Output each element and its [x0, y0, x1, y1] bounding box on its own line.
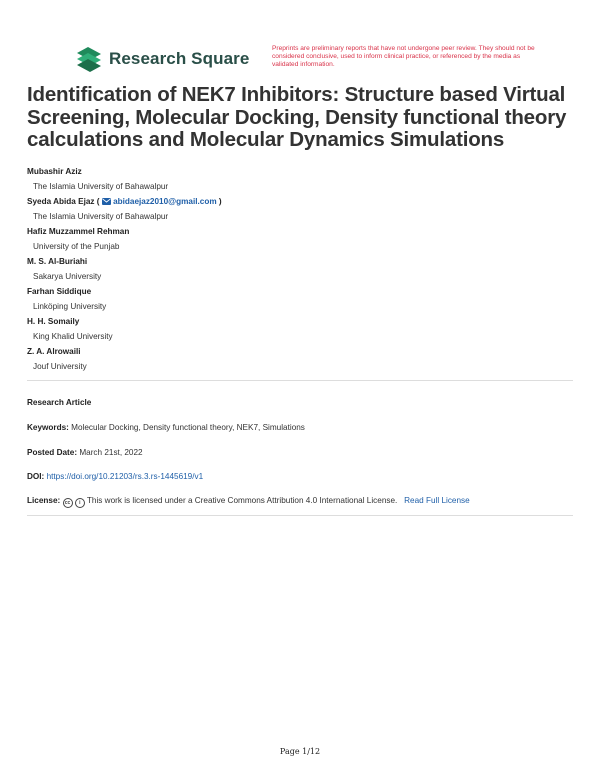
doi-line	[27, 472, 203, 481]
preprint-notice: Preprints are preliminary reports that have not undergone peer review. They should not be considered conclusive, used to inform clinical practice, or referenced by the media as validated information.	[272, 45, 535, 69]
creative-commons-icon: cc	[63, 498, 73, 508]
mail-icon	[102, 198, 111, 205]
author-affiliation: The Islamia University of Bahawalpur	[33, 212, 169, 221]
read-full-license-link[interactable]: Read Full License	[404, 496, 470, 505]
keywords-line	[27, 423, 305, 432]
page-number: Page 1/12	[279, 747, 321, 756]
author-email-link[interactable]: abidaejaz2010@gmail.com	[102, 197, 219, 206]
research-square-logo[interactable]	[76, 46, 249, 72]
posted-date-label: Posted Date:	[27, 448, 78, 457]
author-affiliation: King Khalid University	[33, 332, 113, 341]
paper-title: Identification of NEK7 Inhibitors: Structure based Virtual Screening, Molecular Docking, Density functional theory calculations and Molecular Dynamics Simulations	[27, 83, 567, 151]
keywords-label: Keywords:	[27, 423, 69, 432]
license-line	[27, 496, 470, 508]
doi-label: DOI:	[27, 472, 45, 481]
author-name: Mubashir Aziz	[27, 167, 82, 176]
author-name: H. H. Somaily	[27, 317, 80, 326]
author-name: Z. A. Alrowaili	[27, 347, 81, 356]
author-affiliation: Linköping University	[33, 302, 107, 311]
author-name: M. S. Al-Buriahi	[27, 257, 88, 266]
keywords-value: Molecular Docking, Density functional theory, NEK7, Simulations	[71, 423, 305, 432]
author-affiliation: Sakarya University	[33, 272, 102, 281]
author-name: Hafiz Muzzammel Rehman	[27, 227, 130, 236]
article-type: Research Article	[27, 398, 92, 407]
author-name: Farhan Siddique	[27, 287, 92, 296]
author-affiliation: University of the Punjab	[33, 242, 120, 251]
author-list	[27, 166, 567, 376]
author-name: Syeda Abida Ejaz ( abidaejaz2010@gmail.com )	[27, 197, 222, 206]
posted-date-value: March 21st, 2022	[79, 448, 143, 457]
posted-date-line	[27, 448, 143, 457]
license-label: License:	[27, 496, 61, 505]
section-divider	[27, 380, 573, 381]
author-affiliation: Jouf University	[33, 362, 87, 371]
logo-text: Research Square	[109, 49, 250, 68]
attribution-icon: i	[75, 498, 85, 508]
section-divider	[27, 515, 573, 516]
research-square-logo-icon	[76, 46, 102, 72]
license-text: This work is licensed under a Creative Commons Attribution 4.0 International License.	[86, 496, 398, 505]
author-affiliation: The Islamia University of Bahawalpur	[33, 182, 169, 191]
doi-link[interactable]: https://doi.org/10.21203/rs.3.rs-1445619/v1	[46, 472, 204, 481]
